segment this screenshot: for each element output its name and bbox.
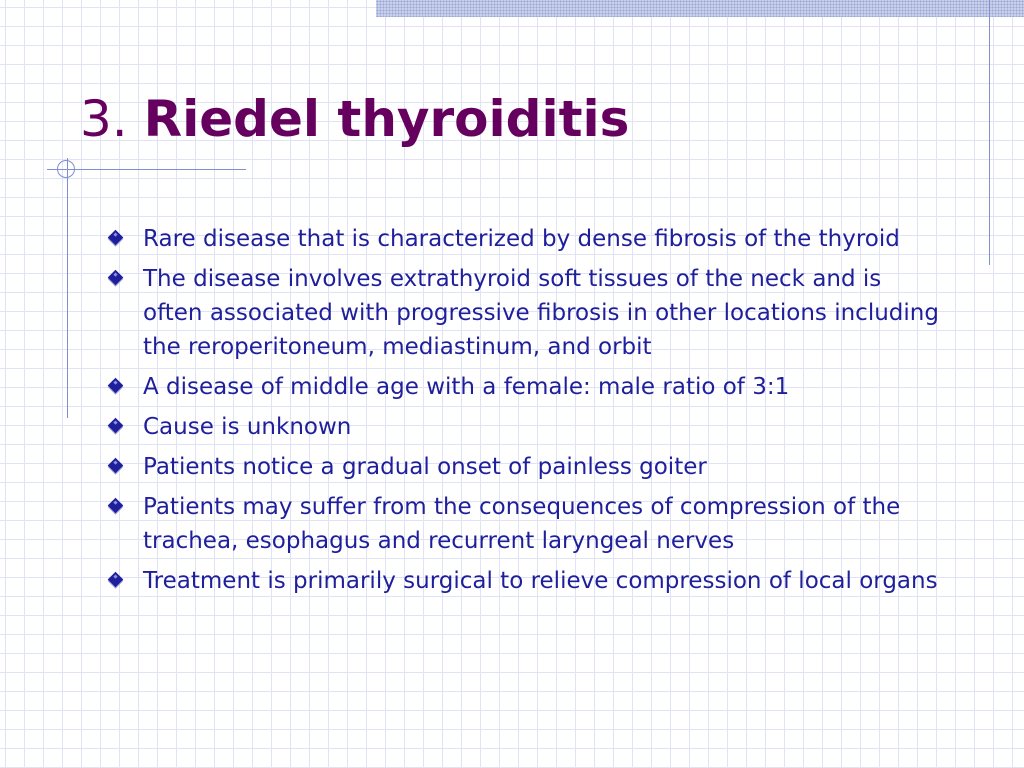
list-item: [108, 222, 948, 256]
bullet-text: The disease involves extrathyroid soft tissues of the neck and is often associated with progressive fibrosis in other locations including the reroperitoneum, mediastinum, and orbit: [143, 266, 939, 360]
title-text: Riedel thyroiditis: [143, 90, 630, 148]
title-circle-ornament: [57, 160, 75, 178]
header-decoration-band: [376, 0, 1024, 17]
diamond-bullet-icon: [108, 572, 124, 588]
bullet-text: A disease of middle age with a female: male ratio of 3:1: [143, 374, 790, 400]
list-item: [108, 262, 948, 364]
bullet-text: Patients notice a gradual onset of painless goiter: [143, 454, 707, 480]
bullet-text: Treatment is primarily surgical to relieve compression of local organs: [143, 568, 938, 594]
left-decoration-line: [67, 158, 68, 418]
diamond-bullet-icon: [108, 378, 124, 394]
list-item: [108, 370, 948, 404]
diamond-bullet-icon: [108, 270, 124, 286]
diamond-bullet-icon: [108, 498, 124, 514]
bullet-list: [108, 222, 948, 604]
title-number: 3.: [80, 90, 128, 148]
right-decoration-line: [989, 0, 990, 265]
diamond-bullet-icon: [108, 230, 124, 246]
diamond-bullet-icon: [108, 418, 124, 434]
title-underline: [47, 169, 246, 170]
bullet-text: Patients may suffer from the consequences of compression of the trachea, esophagus and recurrent laryngeal nerves: [143, 494, 901, 554]
list-item: [108, 450, 948, 484]
list-item: [108, 490, 948, 558]
list-item: [108, 564, 948, 598]
bullet-text: Cause is unknown: [143, 414, 352, 440]
list-item: [108, 410, 948, 444]
diamond-bullet-icon: [108, 458, 124, 474]
slide-title: [80, 86, 629, 152]
bullet-text: Rare disease that is characterized by dense fibrosis of the thyroid: [143, 226, 900, 252]
